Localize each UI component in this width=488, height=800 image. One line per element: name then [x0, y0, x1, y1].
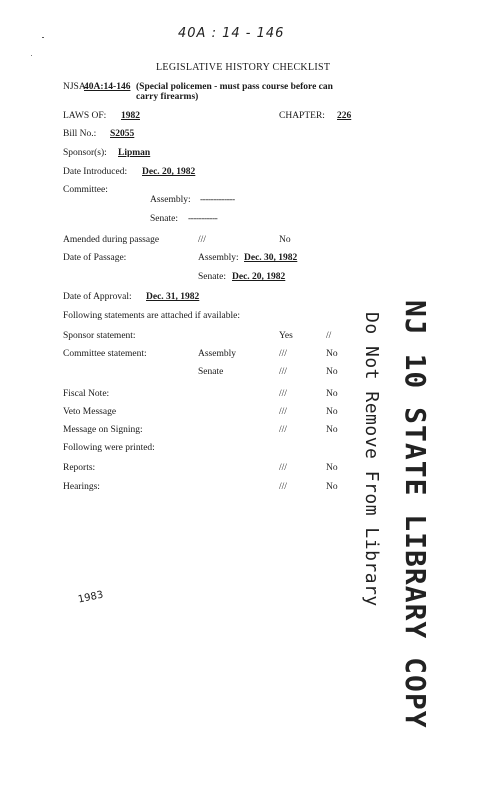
library-copy-stamp: NJ 10 STATE LIBRARY COPY: [399, 300, 432, 729]
date-introduced-label: Date Introduced:: [63, 167, 128, 177]
scan-speck: [42, 37, 44, 38]
statements-header: Following statements are attached if available:: [63, 311, 241, 321]
committee-statement-assembly-no: No: [326, 349, 338, 359]
amended-marks: ///: [198, 235, 206, 245]
laws-of-value: 1982: [121, 111, 140, 121]
committee-label: Committee:: [63, 185, 108, 195]
passage-assembly-label: Assembly:: [198, 253, 239, 263]
chapter-label: CHAPTER:: [279, 111, 325, 121]
message-on-signing-marks: ///: [279, 425, 287, 435]
veto-message-no: No: [326, 407, 338, 417]
amended-answer: No: [279, 235, 291, 245]
committee-statement-senate: Senate: [198, 367, 224, 377]
committee-statement-label: Committee statement:: [63, 349, 147, 359]
chapter-value: 226: [337, 111, 352, 121]
bill-label: Bill No.:: [63, 129, 97, 139]
committee-statement-senate-marks: ///: [279, 367, 287, 377]
njsa-label: NJSA:: [63, 82, 89, 92]
printed-header: Following were printed:: [63, 443, 155, 453]
date-of-approval-label: Date of Approval:: [63, 292, 132, 302]
reports-marks: ///: [279, 463, 287, 473]
passage-senate-label: Senate:: [198, 272, 226, 282]
committee-statement-assembly-marks: ///: [279, 349, 287, 359]
sponsor-label: Sponsor(s):: [63, 148, 107, 158]
amended-label: Amended during passage: [63, 235, 160, 245]
sponsor-statement-marks: //: [326, 331, 332, 341]
fiscal-note-label: Fiscal Note:: [63, 389, 110, 399]
hearings-no: No: [326, 482, 338, 492]
sponsor-statement-yes: Yes: [279, 331, 293, 341]
sponsor-value: Lipman: [118, 148, 151, 158]
veto-message-marks: ///: [279, 407, 287, 417]
passage-assembly-value: Dec. 30, 1982: [244, 253, 298, 263]
message-on-signing-label: Message on Signing:: [63, 425, 143, 435]
date-of-approval-value: Dec. 31, 1982: [146, 292, 200, 302]
sponsor-statement-label: Sponsor statement:: [63, 331, 136, 341]
committee-assembly-label: Assembly:: [150, 195, 191, 205]
handwritten-reference: 40A : 14 - 146: [178, 26, 285, 41]
message-on-signing-no: No: [326, 425, 338, 435]
passage-senate-value: Dec. 20, 1982: [232, 272, 286, 282]
committee-senate-value: -----------: [188, 214, 218, 224]
page-title: LEGISLATIVE HISTORY CHECKLIST: [156, 62, 331, 73]
laws-of-label: LAWS OF:: [63, 111, 107, 121]
njsa-description: (Special policemen - must pass course before can carry firearms): [136, 82, 333, 102]
veto-message-label: Veto Message: [63, 407, 117, 417]
scan-speck: [31, 55, 32, 56]
handwritten-year: 1983: [77, 589, 105, 606]
fiscal-note-no: No: [326, 389, 338, 399]
bill-value: S2055: [110, 129, 135, 139]
hearings-label: Hearings:: [63, 482, 100, 492]
committee-statement-senate-no: No: [326, 367, 338, 377]
committee-statement-assembly: Assembly: [198, 349, 236, 359]
committee-assembly-value: -------------: [200, 195, 235, 205]
njsa-number: 40A:14-146: [84, 82, 131, 92]
date-introduced-value: Dec. 20, 1982: [142, 167, 196, 177]
reports-no: No: [326, 463, 338, 473]
fiscal-note-marks: ///: [279, 389, 287, 399]
committee-senate-label: Senate:: [150, 214, 178, 224]
do-not-remove-stamp: Do Not Remove From Library: [361, 312, 382, 607]
reports-label: Reports:: [63, 463, 96, 473]
date-of-passage-label: Date of Passage:: [63, 253, 127, 263]
hearings-marks: ///: [279, 482, 287, 492]
